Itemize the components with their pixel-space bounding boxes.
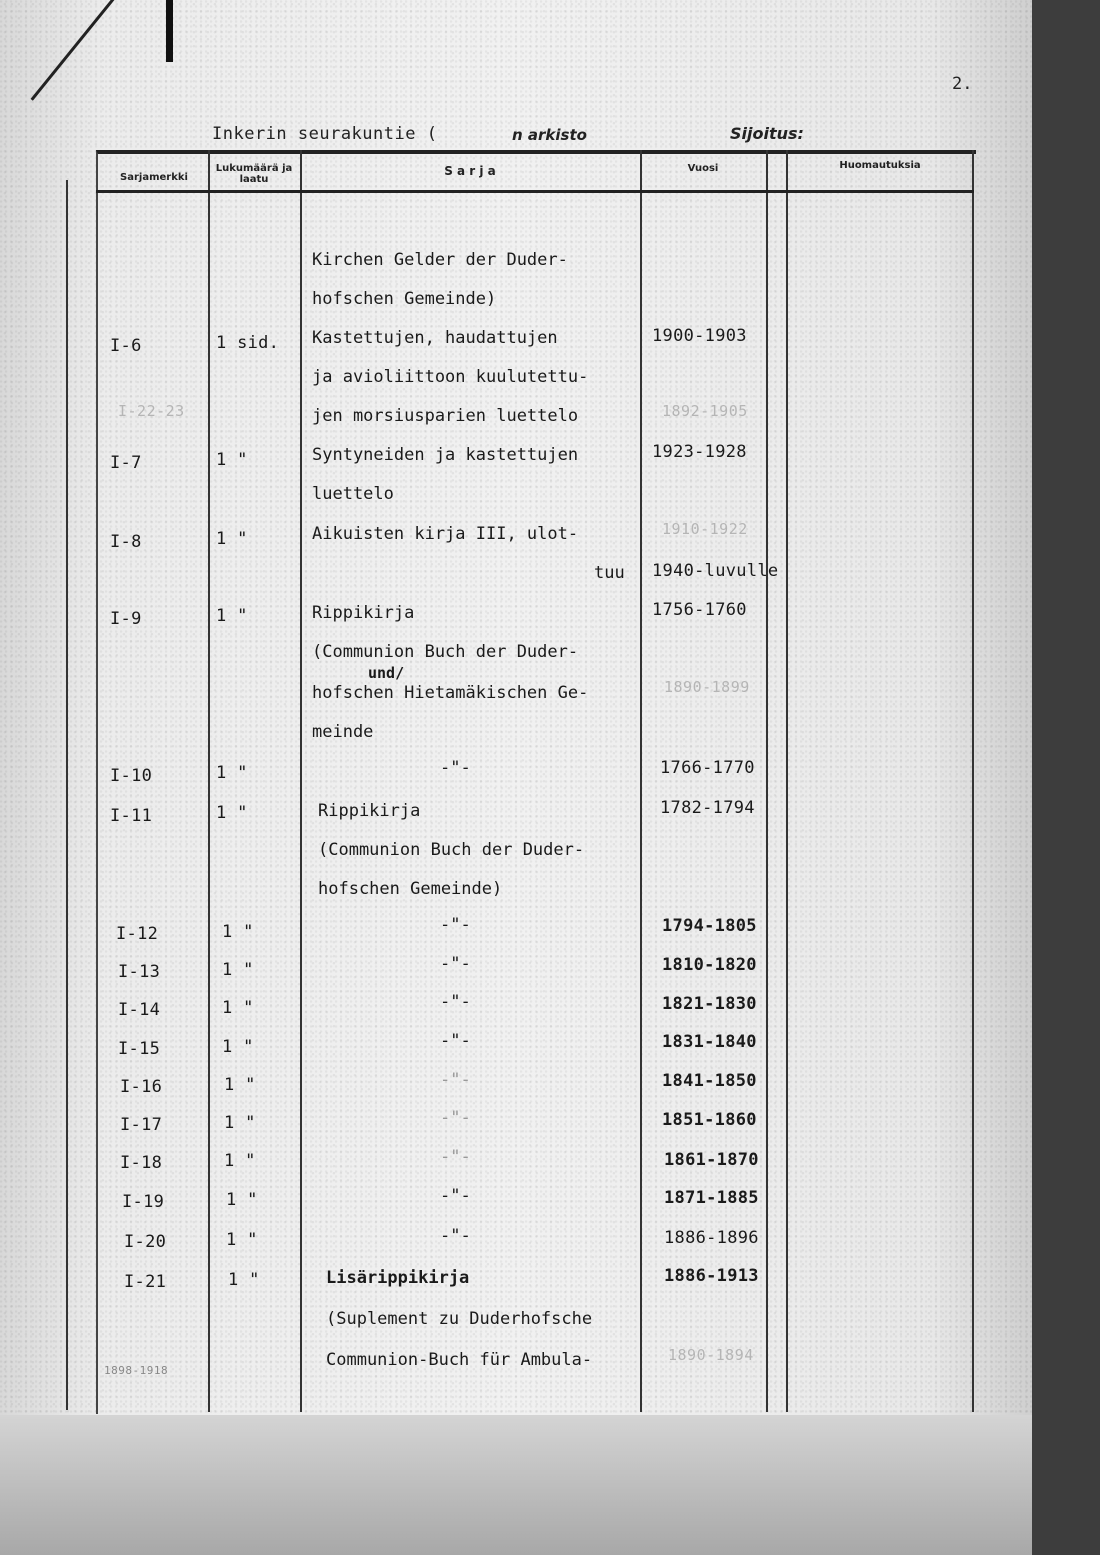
row-quantity: 1 " [226,1230,258,1250]
row-quantity: 1 " [216,763,248,783]
row-quantity: 1 " [216,803,248,823]
row-signum: I-13 [118,962,161,982]
page-number: 2. [952,74,973,94]
row-years: 1923-1928 [652,442,747,462]
series-text: hofschen Gemeinde) [312,289,497,309]
series-text: luettelo [312,484,394,504]
series-text: tuu [594,563,625,583]
row-signum: I-8 [110,532,142,552]
row-years: 1810-1820 [662,955,757,975]
column-header-notes: Huomautuksia [839,160,921,171]
row-quantity: 1 " [216,529,248,549]
ghost-text: 1892-1905 [662,402,748,420]
series-text: (Suplement zu Duderhofsche [326,1309,593,1329]
row-signum: I-15 [118,1039,161,1059]
row-signum: I-12 [116,924,159,944]
row-years: 1782-1794 [660,798,755,818]
row-quantity: 1 " [222,998,254,1018]
archive-label: n arkisto [512,126,587,144]
row-signum: I-11 [110,806,153,826]
column-divider [300,150,302,1412]
row-years: 1900-1903 [652,326,747,346]
page-bottom-shadow [0,1415,1032,1555]
row-quantity: 1 " [222,1037,254,1057]
column-divider [786,150,788,1412]
row-quantity: 1 " [226,1190,258,1210]
row-years: 1821-1830 [662,994,757,1014]
series-text: Syntyneiden ja kastettujen [312,445,579,465]
row-signum: I-18 [120,1153,163,1173]
column-header-years: Vuosi [687,163,719,174]
column-header-series: S a r j a [444,164,496,178]
ditto-mark: -"- [440,992,471,1012]
row-signum: I-20 [124,1232,167,1252]
scanner-edge [1032,0,1100,1555]
ghost-text: 1890-1899 [664,678,750,696]
ditto-mark: -"- [440,1108,471,1128]
ghost-text: 1898-1918 [104,1364,169,1377]
column-divider [640,150,642,1412]
column-header-signum: Sarjamerkki [120,172,188,183]
row-quantity: 1 " [216,450,248,470]
ditto-mark: -"- [440,1070,471,1090]
row-years: 1886-1896 [664,1228,759,1248]
row-quantity: 1 sid. [216,333,280,353]
series-insertion: und/ [368,664,405,682]
column-divider [208,150,210,1412]
row-years: 1871-1885 [664,1188,759,1208]
series-text: Lisärippikirja [326,1268,470,1288]
series-text: (Communion Buch der Duder- [312,642,579,662]
row-signum: I-21 [124,1272,167,1292]
row-signum: I-19 [122,1192,165,1212]
series-text: ja avioliittoon kuulutettu- [312,367,589,387]
column-divider [766,150,768,1412]
row-years: 1861-1870 [664,1150,759,1170]
ghost-text: I-22-23 [118,402,185,420]
row-quantity: 1 " [224,1151,256,1171]
fold-mark [166,0,173,62]
series-text: Aikuisten kirja III, ulot- [312,524,579,544]
series-text: Rippikirja [318,801,421,821]
row-signum: I-6 [110,336,142,356]
ghost-text: 1890-1894 [668,1346,754,1364]
row-quantity: 1 " [222,960,254,980]
series-text: meinde [312,722,374,742]
row-signum: I-10 [110,766,153,786]
row-years: 1756-1760 [652,600,747,620]
series-text: hofschen Gemeinde) [318,879,503,899]
page-title: Inkerin seurakuntie ( [212,124,438,144]
ghost-text: 1910-1922 [662,520,748,538]
ditto-mark: -"- [440,1186,471,1206]
row-years: 1851-1860 [662,1110,757,1130]
row-years: 1766-1770 [660,758,755,778]
row-quantity: 1 " [224,1113,256,1133]
outer-margin-line [66,180,68,1410]
row-signum: I-17 [120,1115,163,1135]
header-rule [96,190,974,193]
series-text: (Communion Buch der Duder- [318,840,585,860]
row-years: 1886-1913 [664,1266,759,1286]
ditto-mark: -"- [440,915,471,935]
ditto-mark: -"- [440,1147,471,1167]
row-years: 1794-1805 [662,916,757,936]
row-quantity: 1 " [228,1270,260,1290]
ditto-mark: -"- [440,954,471,974]
series-text: Kastettujen, haudattujen [312,328,558,348]
column-divider [972,150,974,1412]
series-text: Communion-Buch für Ambula- [326,1350,593,1370]
row-signum: I-9 [110,609,142,629]
ditto-mark: -"- [440,1031,471,1051]
row-quantity: 1 " [216,606,248,626]
row-quantity: 1 " [224,1075,256,1095]
row-signum: I-16 [120,1077,163,1097]
row-years: 1841-1850 [662,1071,757,1091]
series-text: Kirchen Gelder der Duder- [312,250,568,270]
row-years: 1831-1840 [662,1032,757,1052]
fold-diagonal [31,0,134,101]
row-signum: I-7 [110,453,142,473]
ditto-mark: -"- [440,758,471,778]
ditto-mark: -"- [440,1226,471,1246]
placement-label: Sijoitus: [730,124,804,143]
row-signum: I-14 [118,1000,161,1020]
row-years: 1940-luvulle [652,561,779,581]
series-text: hofschen Hietamäkischen Ge- [312,683,589,703]
series-text: Rippikirja [312,603,415,623]
row-quantity: 1 " [222,922,254,942]
column-header-quantity: Lukumäärä ja laatu [215,163,293,185]
series-text: jen morsiusparien luettelo [312,406,579,426]
